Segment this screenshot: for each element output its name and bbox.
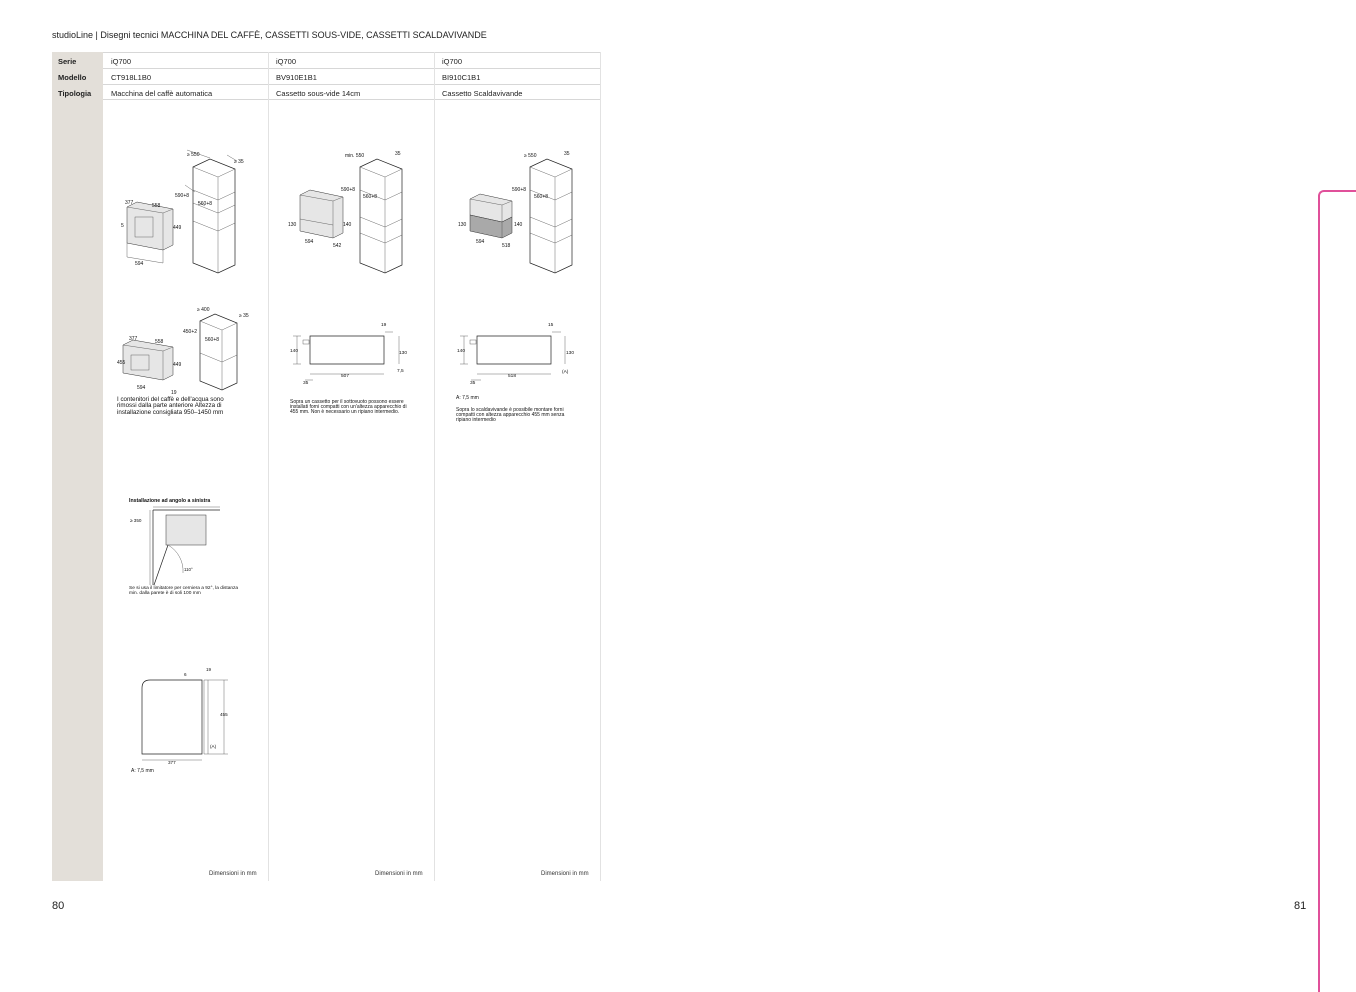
corner-note: Se si usa il limitatore per cerniera a 92°, la distanza min. dalla parete è di soli 100 mm [129,586,239,596]
dim-label: ≥ 400 [197,307,210,313]
row-label-serie: Serie [58,57,77,66]
dim-label: 449 [173,225,182,231]
col3-modello: BI910C1B1 [442,73,481,82]
sousvide-note: Sopra un cassetto per il sottovuoto possono essere installati forni compatti con un'altezza apparecchio di 455 mm. Non è necessario un ripiano intermedio. [290,399,407,416]
col3-tipologia: Cassetto Scaldavivande [442,89,523,98]
dim-label: 594 [137,385,146,391]
dim-label: 140 [290,349,299,354]
dim-label: 5 [121,223,124,229]
corner-installation-drawing [128,505,228,587]
dim-label: 542 [333,243,342,249]
dim-label: 450+2 [183,329,198,335]
dim-label: 35 [303,381,309,386]
label-column [52,52,103,881]
col2-modello: BV910E1B1 [276,73,317,82]
dim-label: 7,5 [397,369,404,374]
coffee-side-section-drawing [128,664,238,766]
dim-label: 6 [184,672,187,677]
dim-label: 507 [341,374,350,379]
col1-footer: Dimensioni in mm [209,871,257,877]
col1-serie: iQ700 [111,57,132,66]
coffee-side-note: A: 7,5 mm [131,768,154,774]
sousvide-tall-unit-drawing [285,145,415,270]
dim-label: 590+8 [341,187,356,193]
dim-label: 19 [206,667,212,672]
column-divider [268,52,269,881]
warmer-front-drawing [453,318,583,388]
dim-label: ≥ 550 [524,153,537,159]
coffee-wall-unit-drawing [115,303,255,398]
coffee-tall-unit-drawing [115,145,255,270]
dim-label: 455 [117,360,126,366]
column-divider [434,52,435,881]
dim-label: 15 [548,323,554,328]
column-divider [600,52,601,881]
dim-label: 590+8 [512,187,527,193]
warming-drawer [470,194,512,238]
tall-cabinet [360,159,402,273]
dim-label: 130 [399,351,408,356]
dim-label: ≥ 35 [234,159,244,165]
dim-label: 518 [508,374,517,379]
dim-label: 558 [152,203,161,209]
col3-serie: iQ700 [442,57,463,66]
dim-label: 377 [125,200,134,206]
dim-label: (A) [210,744,217,749]
col2-footer: Dimensioni in mm [375,871,423,877]
divider [103,52,601,53]
dim-label: 130 [288,222,297,228]
dim-label: 558 [155,339,164,345]
divider [103,99,601,100]
sousvide-drawer [300,190,343,238]
dim-label: 130 [458,222,467,228]
warmer-tall-unit-drawing [452,145,582,270]
dim-label: 35 [564,151,570,157]
dim-label: 377 [129,336,138,342]
dim-label: 594 [476,239,485,245]
col2-tipologia: Cassetto sous-vide 14cm [276,89,361,98]
divider [103,68,601,69]
dim-label: 594 [135,261,144,267]
page-number-right: 81 [1294,900,1307,912]
dim-label: 140 [514,222,523,228]
dim-label: 560+8 [534,194,549,200]
divider [103,84,601,85]
dim-label: 377 [168,760,176,765]
tall-cabinet [193,159,235,273]
sousvide-front-drawing [287,318,417,388]
tall-cabinet [530,159,572,273]
dim-label: 35 [470,381,476,386]
dim-label: ≥ 35 [239,313,249,319]
corner-title: Installazione ad angolo a sinistra [129,498,211,504]
dim-label: 35 [395,151,401,157]
dim-label: 19 [381,323,387,328]
row-label-modello: Modello [58,73,87,82]
wall-cabinet [200,314,237,390]
dim-label: 19 [171,390,177,396]
dim-label: 449 [173,362,182,368]
dim-label: 110° [184,567,193,572]
coffee-machine [127,202,173,250]
dim-label: 594 [305,239,314,245]
col2-serie: iQ700 [276,57,297,66]
warmer-note: Sopra lo scaldavivande è possibile montare forni compatti con altezza apparecchio 455 mm senza ripiano intermedio [456,407,565,424]
dim-label: (A) [562,370,569,375]
dim-label: min. 550 [345,153,365,159]
dim-label: 518 [502,243,511,249]
dim-label: ≥ 550 [187,152,200,158]
dim-label: 560+8 [205,337,220,343]
row-label-tipologia: Tipologia [58,89,92,98]
dim-label: 140 [343,222,352,228]
col1-modello: CT918L1B0 [111,73,152,82]
dim-label: 140 [457,349,466,354]
col3-footer: Dimensioni in mm [541,871,589,877]
warmer-note-a: A: 7,5 mm [456,395,479,401]
dim-label: 130 [566,351,575,356]
coffee-wall-note: I contenitori del caffè e dell'acqua sono rimossi dalla parte anteriore Altezza di installazione consigliata 950–1450 mm [117,396,224,416]
dim-label: 590+8 [175,193,190,199]
page-title: studioLine | Disegni tecnici MACCHINA DEL CAFFÈ, CASSETTI SOUS-VIDE, CASSETTI SCALDAVIVANDE [52,30,487,40]
col1-tipologia: Macchina del caffè automatica [111,89,213,98]
page-number-left: 80 [52,900,65,912]
coffee-machine [123,340,173,380]
section-tab [1318,190,1356,992]
dim-label: 560+8 [363,194,378,200]
dim-label: 455 [220,712,228,717]
dim-label: 560+8 [198,201,213,207]
dim-label: ≥ 350 [130,518,142,523]
